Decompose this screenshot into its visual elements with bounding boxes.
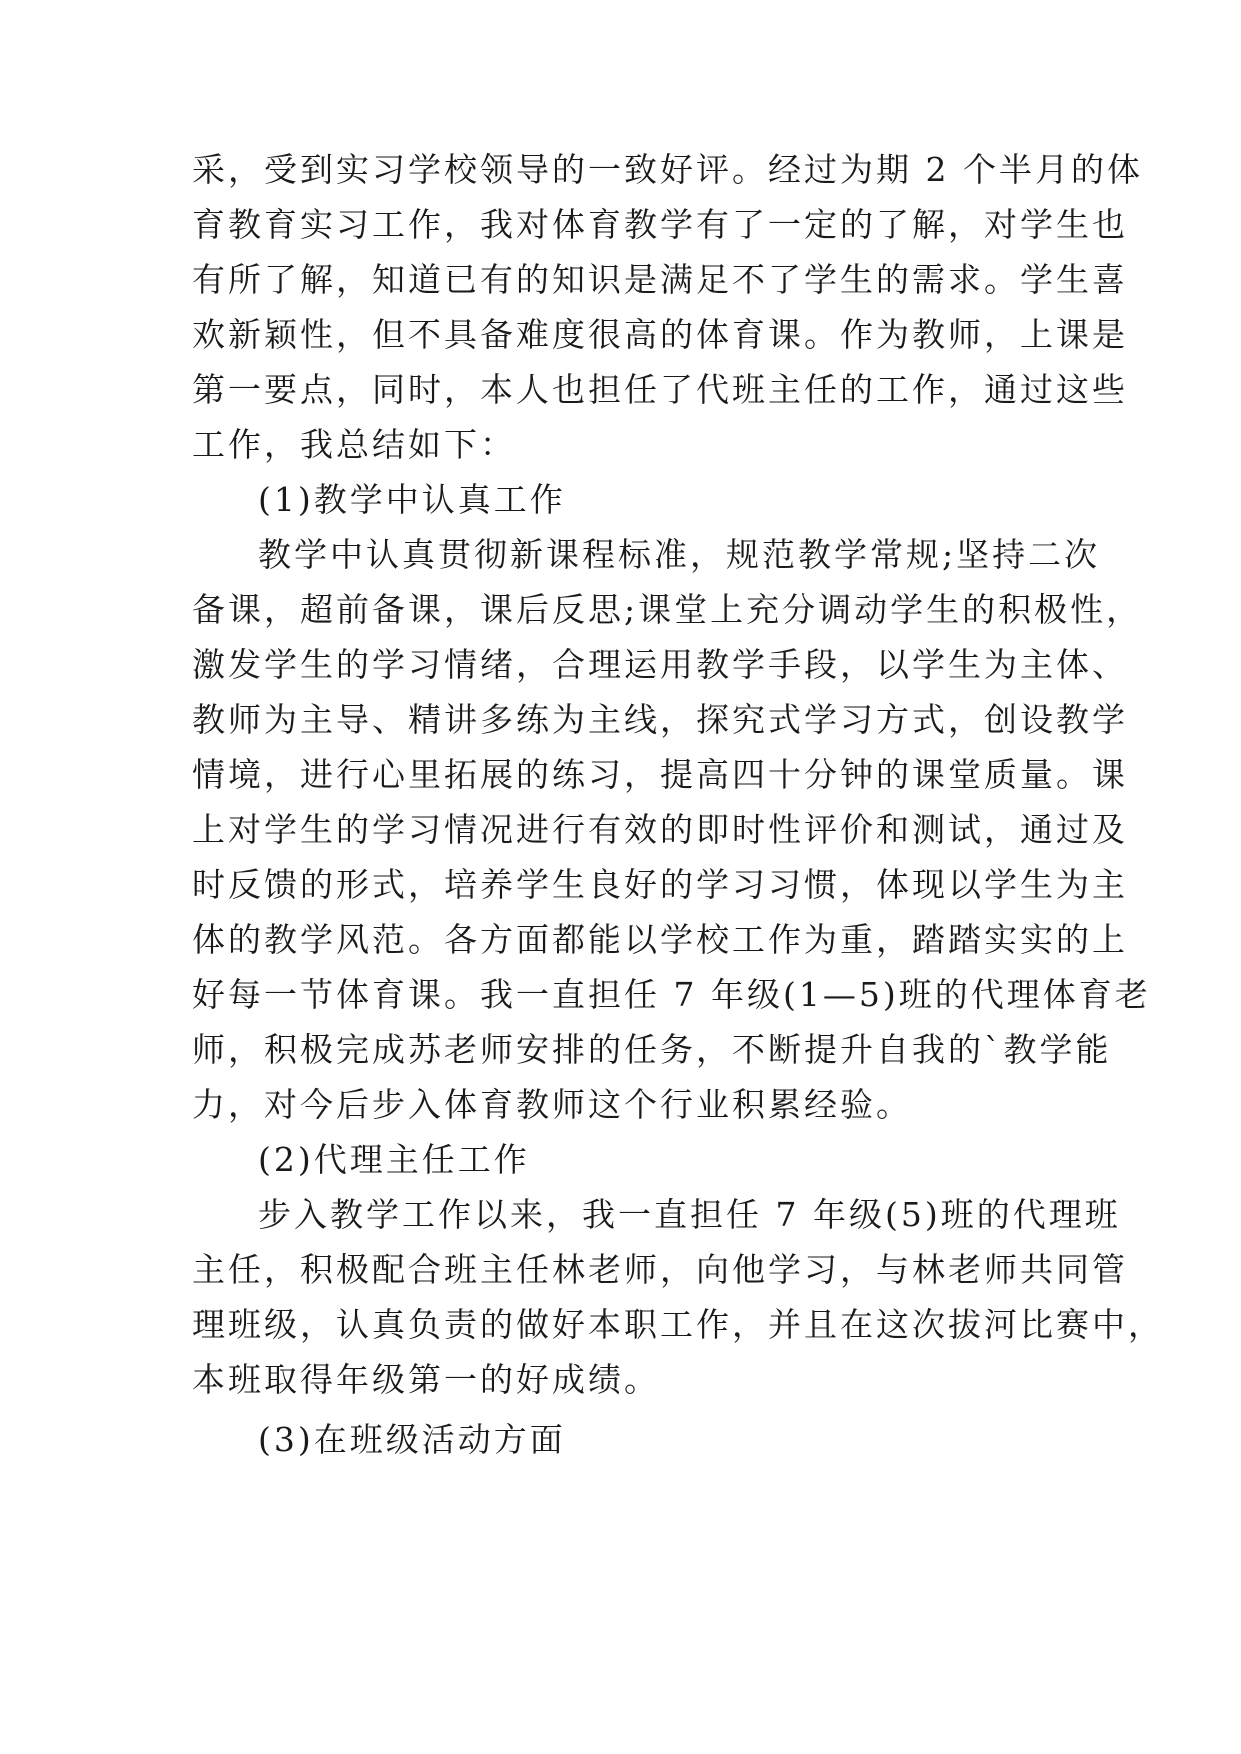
text-line: 工作，我总结如下： (192, 425, 516, 464)
section-heading: (2)代理主任工作 (258, 1140, 530, 1179)
text-line: 欢新颖性，但不具备难度很高的体育课。作为教师，上课是 (192, 315, 1128, 354)
text-line: 情境，进行心里拓展的练习，提高四十分钟的课堂质量。课 (192, 755, 1128, 794)
text-line: 理班级，认真负责的做好本职工作，并且在这次拔河比赛中， (192, 1305, 1164, 1344)
text-line: 有所了解，知道已有的知识是满足不了学生的需求。学生喜 (192, 260, 1128, 299)
text-line: 第一要点，同时，本人也担任了代班主任的工作，通过这些 (192, 370, 1128, 409)
text-line: 激发学生的学习情绪，合理运用教学手段，以学生为主体、 (192, 645, 1128, 684)
text-line: 主任，积极配合班主任林老师，向他学习，与林老师共同管 (192, 1250, 1128, 1289)
text-line: 教师为主导、精讲多练为主线，探究式学习方式，创设教学 (192, 700, 1128, 739)
text-line: 时反馈的形式，培养学生良好的学习习惯，体现以学生为主 (192, 865, 1128, 904)
section-heading: (1)教学中认真工作 (258, 480, 566, 519)
text-line: 体的教学风范。各方面都能以学校工作为重，踏踏实实的上 (192, 920, 1128, 959)
text-line: 好每一节体育课。我一直担任 7 年级(1—5)班的代理体育老 (192, 975, 1151, 1014)
text-line: 上对学生的学习情况进行有效的即时性评价和测试，通过及 (192, 810, 1128, 849)
text-line: 步入教学工作以来，我一直担任 7 年级(5)班的代理班 (258, 1195, 1121, 1234)
text-line: 力，对今后步入体育教师这个行业积累经验。 (192, 1085, 912, 1124)
text-line: 备课，超前备课，课后反思;课堂上充分调动学生的积极性， (192, 590, 1143, 629)
text-line: 师，积极完成苏老师安排的任务，不断提升自我的`教学能 (192, 1030, 1112, 1069)
text-line: 育教育实习工作，我对体育教学有了一定的了解，对学生也 (192, 205, 1128, 244)
text-line: 采，受到实习学校领导的一致好评。经过为期 2 个半月的体 (192, 150, 1143, 189)
text-line: 教学中认真贯彻新课程标准，规范教学常规;坚持二次 (258, 535, 1101, 574)
text-line: 本班取得年级第一的好成绩。 (192, 1360, 660, 1399)
section-heading: (3)在班级活动方面 (258, 1420, 566, 1459)
